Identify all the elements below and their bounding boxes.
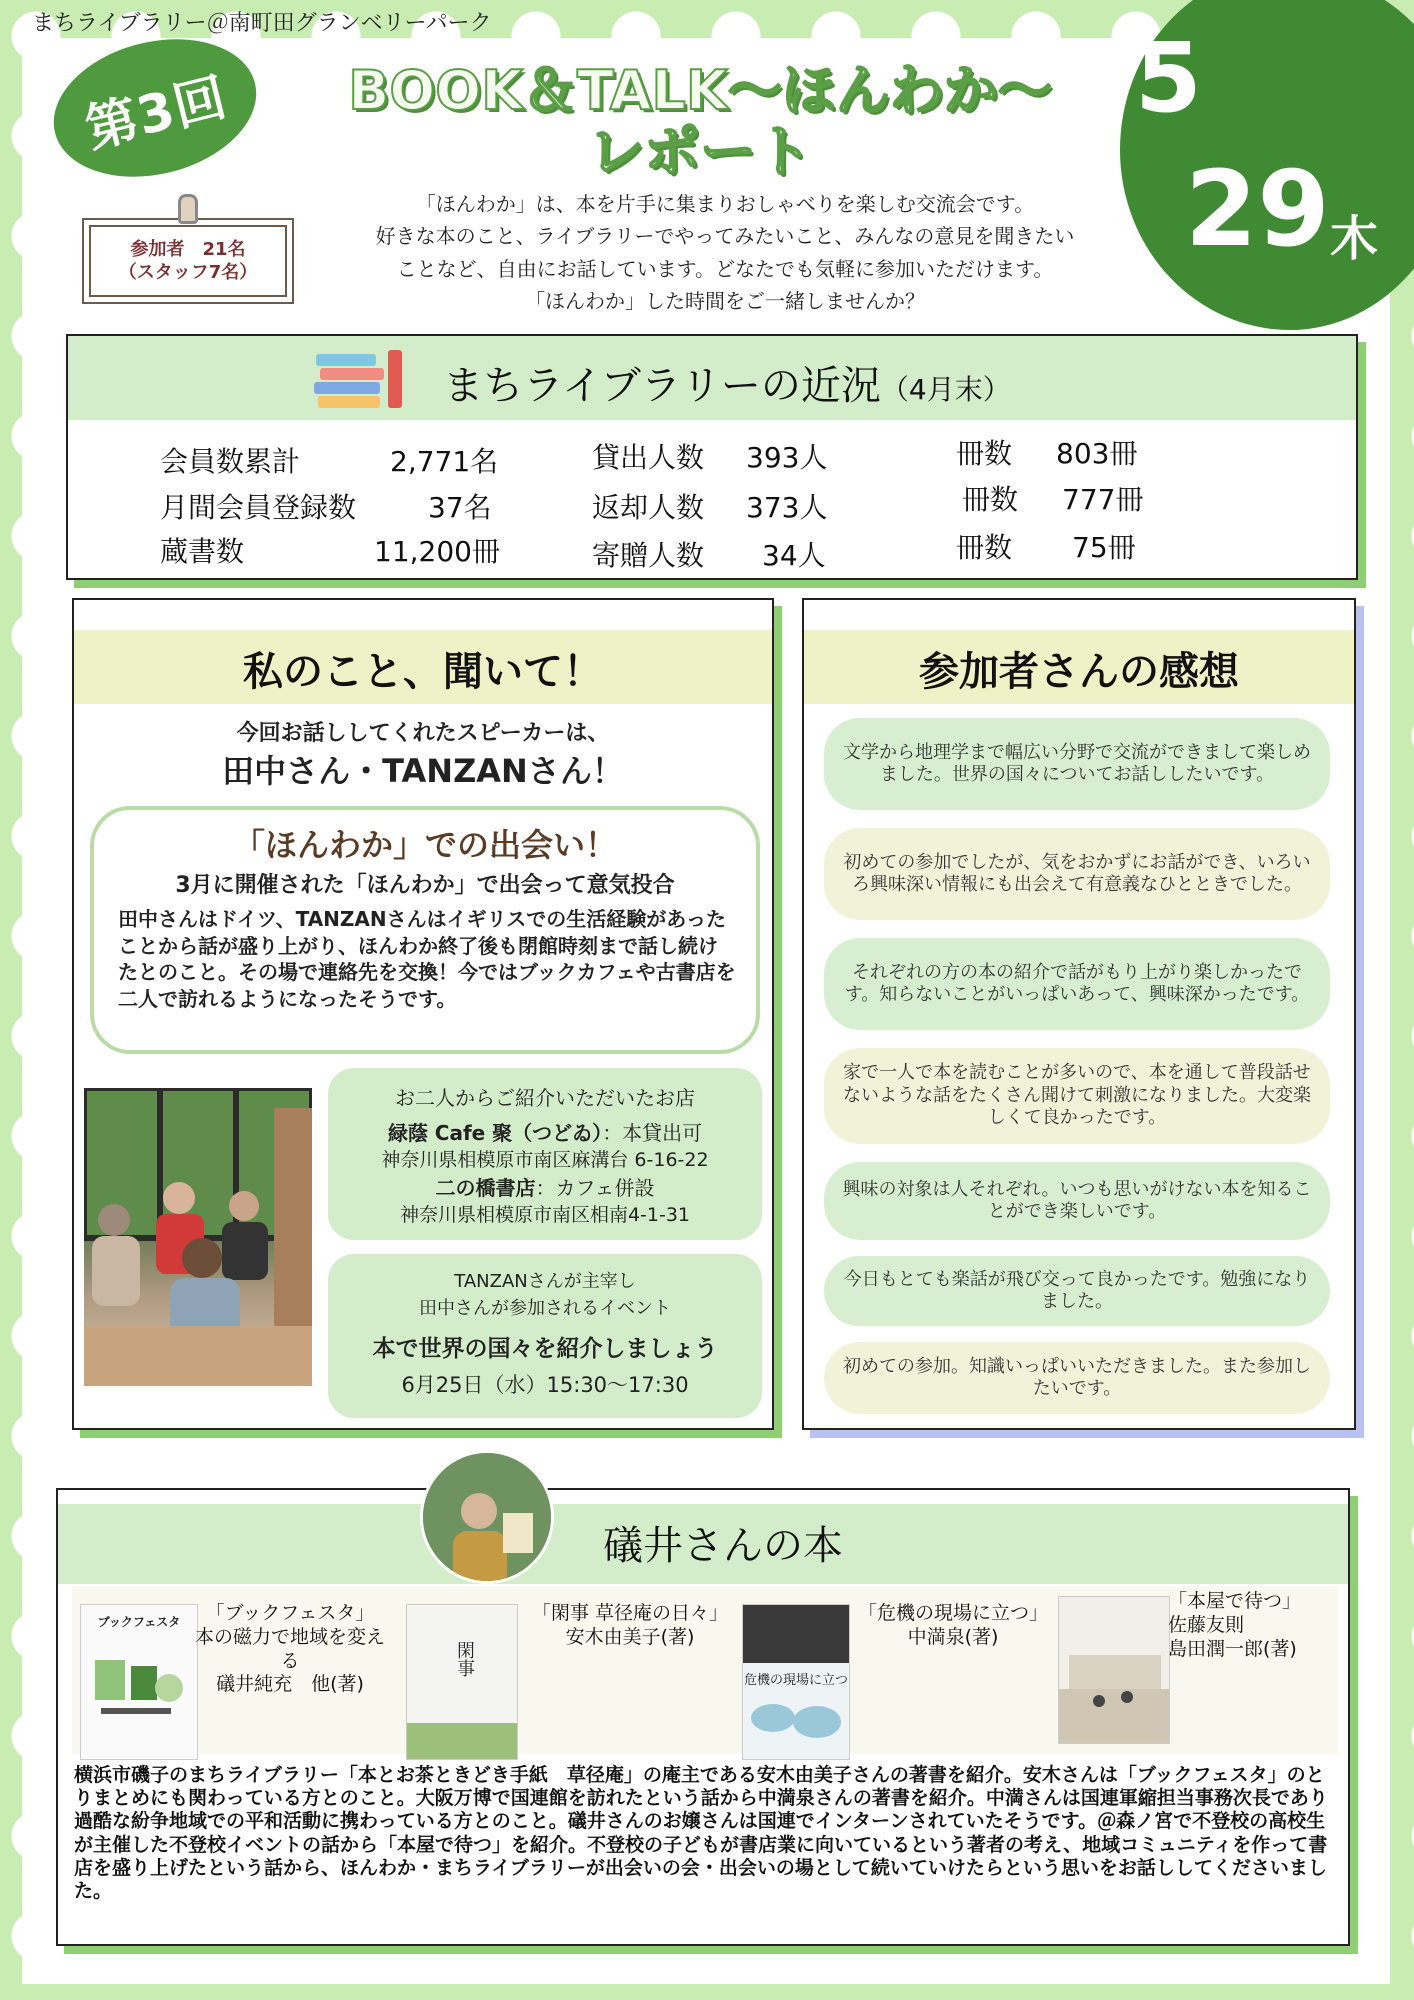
event-photo-illustration [84,1088,312,1386]
news-panel [66,334,1358,580]
page-subtitle: レポート [588,120,812,185]
intro-text [300,188,1150,318]
talk-title: 私のこと、聞いて！ [243,649,603,695]
book-title-line: 「ブックフェスタ」 [205,1602,375,1624]
book-title [848,1602,1058,1650]
intro-line: 好きな本のこと、ライブラリーでやってみたいこと、みんなの意見を聞きたい [375,224,1075,249]
voice-item: 初めての参加。知識いっぱいいただきました。また参加したいです。 [824,1342,1330,1414]
shop1-name: 緑蔭 Cafe 聚（つどゐ） [387,1121,603,1145]
intro-line: 「ほんわか」は、本を片手に集まりおしゃべりを楽しむ交流会です。 [415,192,1035,216]
stat-value: 34人 [762,539,826,572]
shop2-address: 神奈川県相模原市南区相南4-1-31 [399,1203,691,1226]
stat-value: 37名 [428,491,492,524]
books-body: 横浜市磯子のまちライブラリー「本とお茶ときどき手紙 草径庵」の庵主である安木由美子さんの著書を紹介。安木さんは「ブックフェスタ」のとりまとめにも関わっている方とのこと。大阪万博で国連館を訪れたという話から中満泉さんの著書を紹介。中満さんは国連軍縮担当事務次長であり過酷な紛争地域での平和活動に携わっている方とのこと。礒井さんのお嬢さんは国連でインターンされていたそうです。＠森ノ宮で不登校の高校生が主催した不登校イベントの話から「本屋で待つ」を紹介。不登校の子どもが書店業に向いているという著者の考え、地域コミュニティを作って書店を盛り上げたという話から、ほんわか・まちライブラリーが出会いの会・出会いの場として続いていけたらという思いをお話ししてくださいました。 [74,1764,1328,1902]
cover-illustration [1059,1597,1170,1744]
cover-title: 危機の現場に立つ [743,1673,848,1688]
meet-card [90,806,760,1054]
cover-photo [743,1605,849,1663]
event-date: 6月25日（水）15:30〜17:30 [401,1373,689,1397]
date-day: 29 [1185,148,1330,270]
meet-title: 「ほんわか」での出会い！ [232,826,617,864]
stat-label: 会員数累計 [160,445,301,478]
book-title-line: 「本屋で待つ」 [1168,1590,1302,1612]
book-title [190,1602,390,1697]
avatar-illustration [423,1453,554,1584]
stat-label: 月間会員登録数 [160,491,357,524]
attendance-count: 参加者 21名 [130,238,246,260]
book-cover [742,1604,850,1760]
cover-photo [407,1723,517,1759]
cover-map [743,1688,850,1758]
book-author: 礒井純充 他(著) [216,1673,364,1696]
shop2-note: ：カフェ併設 [535,1175,655,1200]
speaker-avatar [420,1450,554,1584]
speaker-names: 田中さん・TANZANさん！ [222,752,624,790]
voice-item: それぞれの方の本の紹介で話がもり上がり楽しかったです。知らないことがいっぱいあって、興味深かったです。 [824,938,1330,1030]
event-host [328,1268,762,1322]
news-title-note: （4月末） [880,373,1011,406]
page-title: BOOK＆TALK〜ほんわか〜 [348,59,1052,122]
voice-item: 興味の対象は人それぞれ。いつも思いがけない本を知ることができ楽しいです。 [824,1162,1330,1240]
voices-panel [802,598,1356,1430]
stat-value: 803冊 [1056,437,1138,470]
stat-value: 373人 [746,491,828,524]
shop1-address: 神奈川県相模原市南区麻溝台 6-16-22 [381,1149,709,1171]
stat-value: 75冊 [1072,531,1136,564]
attendance-card [82,218,294,304]
book-cover [406,1604,518,1760]
talk-panel [72,598,774,1430]
cover-illustration [81,1630,198,1760]
book-title [520,1602,740,1650]
speaker-lead: 今回お話ししてくれたスピーカーは、 [236,721,610,746]
event-host-line: TANZANさんが主宰し [454,1271,636,1292]
books-panel [56,1488,1350,1946]
shop2-name: 二の橋書店 [435,1175,536,1200]
meet-body: 田中さんはドイツ、TANZANさんはイギリスでの生活経験があったことから話が盛り上がり、ほんわか終了後も閉館時刻まで話し続けたとのこと。その場で連絡先を交換！今ではブックカフェや古書店を二人で訪れるようになったそうです。 [118,907,736,1011]
stat-label: 蔵書数 [160,535,245,568]
book-author: 安木由美子(著) [565,1625,695,1648]
stat-label: 返却人数 [592,491,705,524]
event-card [328,1254,762,1418]
stat-label: 貸出人数 [592,441,705,474]
meet-lead: 3月に開催された「ほんわか」で出会って意気投合 [175,873,675,898]
book-author: 中満泉(著) [907,1625,999,1648]
book-cover [1058,1596,1170,1744]
book-title-line: 「閑事 草径庵の日々」 [531,1602,729,1624]
book-cover [80,1604,198,1760]
intro-line: ことなど、自由にお話しています。どなたでも気軽に参加いただけます。 [396,256,1054,281]
stat-label: 冊数 [962,483,1019,516]
date-month: 5 [1135,22,1202,134]
stat-label: 冊数 [956,531,1013,564]
news-title [68,354,1356,411]
shop-card [328,1068,762,1240]
stat-value: 777冊 [1062,483,1144,516]
voice-item: 文学から地理学まで幅広い分野で交流ができまして楽しめました。世界の国々についてお話ししたいです。 [824,718,1330,810]
event-title: 本で世界の国々を紹介しましょう [372,1336,718,1362]
voices-title: 参加者さんの感想 [919,649,1239,695]
event-photo [84,1088,312,1386]
news-title-text: まちライブラリーの近況 [443,363,881,409]
attendance-staff: （スタッフ7名） [118,262,258,283]
voice-item: 家で一人で本を読むことが多いので、本を通して普段話せないような話をたくさん聞けて刺激になりました。大変楽しくて良かったです。 [824,1048,1330,1144]
stat-value: 393人 [746,441,828,474]
stat-value: 11,200冊 [374,535,500,568]
book-author: 島田潤一郎(著) [1168,1637,1297,1660]
round-label: 第3回 [79,66,234,160]
voice-item: 初めての参加でしたが、気をおかずにお話ができ、いろいろ興味深い情報にも出会えて有意義なひとときでした。 [824,828,1330,920]
books-title: 礒井さんの本 [603,1523,843,1569]
shop-title: お二人からご紹介いただいたお店 [395,1086,695,1110]
book-title-line: 本の磁力で地域を変える [194,1625,385,1672]
voice-item: 今日もとても楽話が飛び交って良かったです。勉強になりました。 [824,1256,1330,1326]
cover-title: ブックフェスタ [97,1615,181,1629]
stat-label: 冊数 [956,437,1013,470]
intro-line: 「ほんわか」した時間をご一緒しませんか？ [525,289,925,314]
location-label: まちライブラリー＠南町田グランベリーパーク [32,11,492,36]
book-title [1168,1590,1328,1661]
date-weekday: 木 [1330,211,1379,267]
stat-label: 寄贈人数 [592,539,705,572]
book-title-line: 「危機の現場に立つ」 [857,1602,1048,1624]
book-title-line: 佐藤友則 [1168,1613,1245,1636]
shop1-note: ：本貸出可 [602,1121,703,1145]
stat-value: 2,771名 [390,445,499,478]
cover-title: 閑事 [454,1641,475,1677]
event-host-line: 田中さんが参加されるイベント [419,1298,671,1319]
clip-icon [178,194,198,224]
